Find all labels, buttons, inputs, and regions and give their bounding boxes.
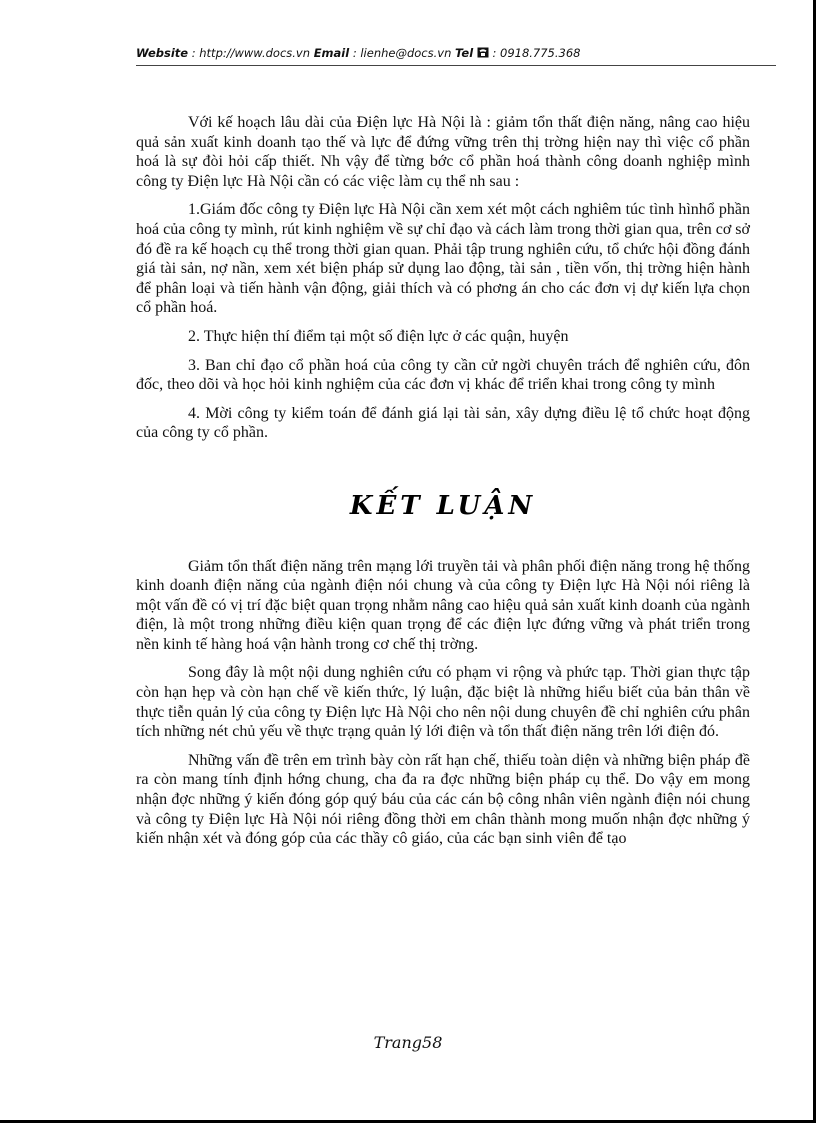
phone-icon (477, 47, 489, 61)
paragraph: 3. Ban chỉ đạo cổ phần hoá của công ty cần cử ngời chuyên trách để nghiên cứu, đôn đốc, theo dõi và học hỏi kinh nghiệm của các đơn vị khác để triển khai trong công ty mình (136, 356, 750, 394)
website-value: : http://www.docs.vn (191, 46, 311, 60)
tel-value: : 0918.775.368 (492, 46, 581, 60)
email-label: Email (313, 46, 350, 60)
paragraph: 1.Giám đốc công ty Điện lực Hà Nội cần xem xét một cách nghiêm túc tình hìnhổ phần hoá của công ty mình, rút kinh nghiệm về sự chỉ đạo và cách làm trong thời gian qua, trên cơ sở đó đề ra kế hoạch cụ thể trong thời gian quan. Phải tập trung nghiên cứu, tổ chức hội đồng đánh giá tài sản, nợ nần, xem xét biện pháp sử dụng lao động, tài sản , tiền vốn, thị trờng hiện hành để phân loại và tiến hành vận động, giải thích và có phơng án cho các đơn vị dự kiến lựa chọn cổ phần hoá. (136, 201, 750, 317)
page-header (136, 46, 776, 61)
email-value: : lienhe@docs.vn (352, 46, 452, 60)
paragraph: 2. Thực hiện thí điểm tại một số điện lực ở các quận, huyện (188, 327, 569, 345)
document-body (136, 113, 750, 858)
page-number: Trang58 (373, 1033, 443, 1052)
paragraph: Với kế hoạch lâu dài của Điện lực Hà Nội là : giảm tổn thất điện năng, nâng cao hiệu quả sản xuất kinh doanh tạo thế và lực để đứng vững trên thị trờng hiện nay thì việc cổ phần hoá là sự đòi hỏi cấp thiết. Nh vậy để từng bớc cổ phần hoá thành công doanh nghiệp mình công ty Điện lực Hà Nội cần có các việc làm cụ thể nh sau : (136, 114, 750, 190)
paragraph: Giảm tổn thất điện năng trên mạng lới truyền tải và phân phối điện năng trong hệ thống kinh doanh điện năng của ngành điện nói chung và của công ty Điện lực Hà Nội nói riêng là một vấn đề có vị trí đặc biệt quan trọng nhằm nâng cao hiệu quả sản xuất kinh doanh của ngành điện, là một trong những điều kiện quan trọng để các điện lực đứng vững và phát triển trong nền kinh tế hàng hoá vận hành trong cơ chế thị trờng. (136, 557, 750, 653)
paragraph: 4. Mời công ty kiểm toán để đánh giá lại tài sản, xây dựng điều lệ tổ chức hoạt động của công ty cổ phần. (136, 404, 750, 442)
website-label: Website (136, 46, 189, 60)
header-divider (136, 65, 776, 66)
paragraph: Những vấn đề trên em trình bày còn rất hạn chế, thiếu toàn diện và những biện pháp đề ra còn mang tính định hớng chung, cha đa ra đợc những biện pháp cụ thể. Do vậy em mong nhận đợc những ý kiến đóng góp quý báu của các cán bộ công nhân viên ngành điện nói chung và công ty Điện lực Hà Nội nói riêng đồng thời em chân thành mong muốn nhận đợc những ý kiến nhận xét và đóng góp của các thầy cô giáo, của các bạn sinh viên để tạo (136, 751, 750, 848)
paragraph: Song đây là một nội dung nghiên cứu có phạm vi rộng và phức tạp. Thời gian thực tập còn hạn hẹp và còn hạn chế về kiến thức, lý luận, đặc biệt là những hiểu biết của bản thân về thực tiễn quản lý của công ty Điện lực Hà Nội cho nên nội dung chuyên đề chỉ nghiên cứu phân tích những nét chủ yếu về thực trạng quản lý lới điện và tổn thất điện năng trên lới điện đó. (136, 664, 750, 741)
tel-label: Tel (455, 46, 474, 60)
section-title: KẾT LUẬN (349, 490, 537, 521)
